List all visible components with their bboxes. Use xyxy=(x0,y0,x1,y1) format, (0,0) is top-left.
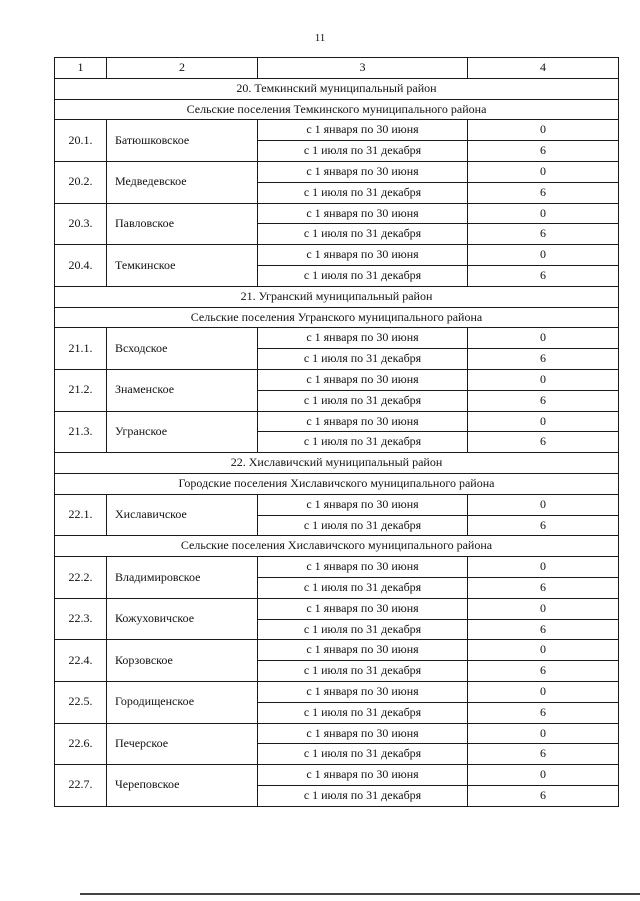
value-cell: 6 xyxy=(468,661,619,682)
value-cell: 0 xyxy=(468,120,619,141)
settlement-name: Темкинское xyxy=(107,245,258,287)
scan-edge-line xyxy=(80,893,640,895)
header-col-4: 4 xyxy=(468,58,619,79)
row-number: 22.3. xyxy=(55,598,107,640)
value-cell: 0 xyxy=(468,369,619,390)
page-number: 11 xyxy=(314,32,326,44)
table-row xyxy=(55,494,619,515)
group-row xyxy=(55,307,619,328)
group-title: Сельские поселения Темкинского муниципального района xyxy=(55,99,619,120)
district-title: 21. Угранский муниципальный район xyxy=(55,286,619,307)
period-cell: с 1 июля по 31 декабря xyxy=(258,515,468,536)
settlement-name: Батюшковское xyxy=(107,120,258,162)
value-cell: 0 xyxy=(468,640,619,661)
value-cell: 6 xyxy=(468,432,619,453)
table-row xyxy=(55,203,619,224)
settlement-name: Кожуховичское xyxy=(107,598,258,640)
row-number: 22.5. xyxy=(55,681,107,723)
group-row xyxy=(55,536,619,557)
period-cell: с 1 января по 30 июня xyxy=(258,328,468,349)
period-cell: с 1 января по 30 июня xyxy=(258,723,468,744)
row-number: 20.3. xyxy=(55,203,107,245)
period-cell: с 1 июля по 31 декабря xyxy=(258,619,468,640)
settlement-name: Всходское xyxy=(107,328,258,370)
table-row xyxy=(55,557,619,578)
period-cell: с 1 января по 30 июня xyxy=(258,120,468,141)
period-cell: с 1 июля по 31 декабря xyxy=(258,432,468,453)
period-cell: с 1 января по 30 июня xyxy=(258,598,468,619)
period-cell: с 1 июля по 31 декабря xyxy=(258,702,468,723)
value-cell: 0 xyxy=(468,328,619,349)
district-title: 22. Хиславичский муниципальный район xyxy=(55,453,619,474)
rates-table xyxy=(54,57,619,807)
table-row xyxy=(55,161,619,182)
row-number: 21.2. xyxy=(55,369,107,411)
row-number: 20.4. xyxy=(55,245,107,287)
row-number: 22.2. xyxy=(55,557,107,599)
period-cell: с 1 июля по 31 декабря xyxy=(258,182,468,203)
table-body xyxy=(55,58,619,807)
table-row xyxy=(55,245,619,266)
row-number: 22.6. xyxy=(55,723,107,765)
value-cell: 0 xyxy=(468,723,619,744)
period-cell: с 1 июля по 31 декабря xyxy=(258,349,468,370)
table-row xyxy=(55,411,619,432)
period-cell: с 1 июля по 31 декабря xyxy=(258,661,468,682)
value-cell: 0 xyxy=(468,411,619,432)
value-cell: 0 xyxy=(468,681,619,702)
row-number: 21.1. xyxy=(55,328,107,370)
period-cell: с 1 июля по 31 декабря xyxy=(258,390,468,411)
value-cell: 0 xyxy=(468,245,619,266)
period-cell: с 1 января по 30 июня xyxy=(258,557,468,578)
settlement-name: Корзовское xyxy=(107,640,258,682)
settlement-name: Печерское xyxy=(107,723,258,765)
period-cell: с 1 января по 30 июня xyxy=(258,640,468,661)
value-cell: 6 xyxy=(468,619,619,640)
period-cell: с 1 января по 30 июня xyxy=(258,494,468,515)
group-title: Сельские поселения Хиславичского муниципального района xyxy=(55,536,619,557)
header-row xyxy=(55,58,619,79)
value-cell: 0 xyxy=(468,598,619,619)
period-cell: с 1 июля по 31 декабря xyxy=(258,265,468,286)
value-cell: 6 xyxy=(468,577,619,598)
value-cell: 6 xyxy=(468,390,619,411)
row-number: 22.1. xyxy=(55,494,107,536)
table-row xyxy=(55,598,619,619)
period-cell: с 1 июля по 31 декабря xyxy=(258,744,468,765)
row-number: 21.3. xyxy=(55,411,107,453)
table-row xyxy=(55,120,619,141)
table-row xyxy=(55,681,619,702)
period-cell: с 1 января по 30 июня xyxy=(258,161,468,182)
group-row xyxy=(55,99,619,120)
value-cell: 6 xyxy=(468,744,619,765)
period-cell: с 1 июля по 31 декабря xyxy=(258,577,468,598)
settlement-name: Павловское xyxy=(107,203,258,245)
settlement-name: Владимировское xyxy=(107,557,258,599)
settlement-name: Медведевское xyxy=(107,161,258,203)
value-cell: 6 xyxy=(468,702,619,723)
group-row xyxy=(55,473,619,494)
header-col-1: 1 xyxy=(55,58,107,79)
district-row xyxy=(55,286,619,307)
period-cell: с 1 января по 30 июня xyxy=(258,681,468,702)
value-cell: 6 xyxy=(468,141,619,162)
district-row xyxy=(55,78,619,99)
value-cell: 6 xyxy=(468,349,619,370)
row-number: 22.7. xyxy=(55,765,107,807)
settlement-name: Знаменское xyxy=(107,369,258,411)
district-row xyxy=(55,453,619,474)
period-cell: с 1 января по 30 июня xyxy=(258,411,468,432)
value-cell: 6 xyxy=(468,785,619,806)
period-cell: с 1 июля по 31 декабря xyxy=(258,224,468,245)
period-cell: с 1 июля по 31 декабря xyxy=(258,141,468,162)
value-cell: 0 xyxy=(468,557,619,578)
period-cell: с 1 июля по 31 декабря xyxy=(258,785,468,806)
value-cell: 6 xyxy=(468,182,619,203)
value-cell: 0 xyxy=(468,203,619,224)
row-number: 20.2. xyxy=(55,161,107,203)
table-row xyxy=(55,369,619,390)
header-col-2: 2 xyxy=(107,58,258,79)
table-row xyxy=(55,328,619,349)
period-cell: с 1 января по 30 июня xyxy=(258,203,468,224)
value-cell: 0 xyxy=(468,161,619,182)
settlement-name: Угранское xyxy=(107,411,258,453)
value-cell: 0 xyxy=(468,765,619,786)
value-cell: 6 xyxy=(468,265,619,286)
table-row xyxy=(55,723,619,744)
table-row xyxy=(55,765,619,786)
header-col-3: 3 xyxy=(258,58,468,79)
value-cell: 0 xyxy=(468,494,619,515)
period-cell: с 1 января по 30 июня xyxy=(258,765,468,786)
group-title: Сельские поселения Угранского муниципального района xyxy=(55,307,619,328)
value-cell: 6 xyxy=(468,515,619,536)
district-title: 20. Темкинский муниципальный район xyxy=(55,78,619,99)
row-number: 22.4. xyxy=(55,640,107,682)
table-row xyxy=(55,640,619,661)
period-cell: с 1 января по 30 июня xyxy=(258,245,468,266)
group-title: Городские поселения Хиславичского муниципального района xyxy=(55,473,619,494)
period-cell: с 1 января по 30 июня xyxy=(258,369,468,390)
settlement-name: Череповское xyxy=(107,765,258,807)
value-cell: 6 xyxy=(468,224,619,245)
settlement-name: Хиславичское xyxy=(107,494,258,536)
row-number: 20.1. xyxy=(55,120,107,162)
settlement-name: Городищенское xyxy=(107,681,258,723)
